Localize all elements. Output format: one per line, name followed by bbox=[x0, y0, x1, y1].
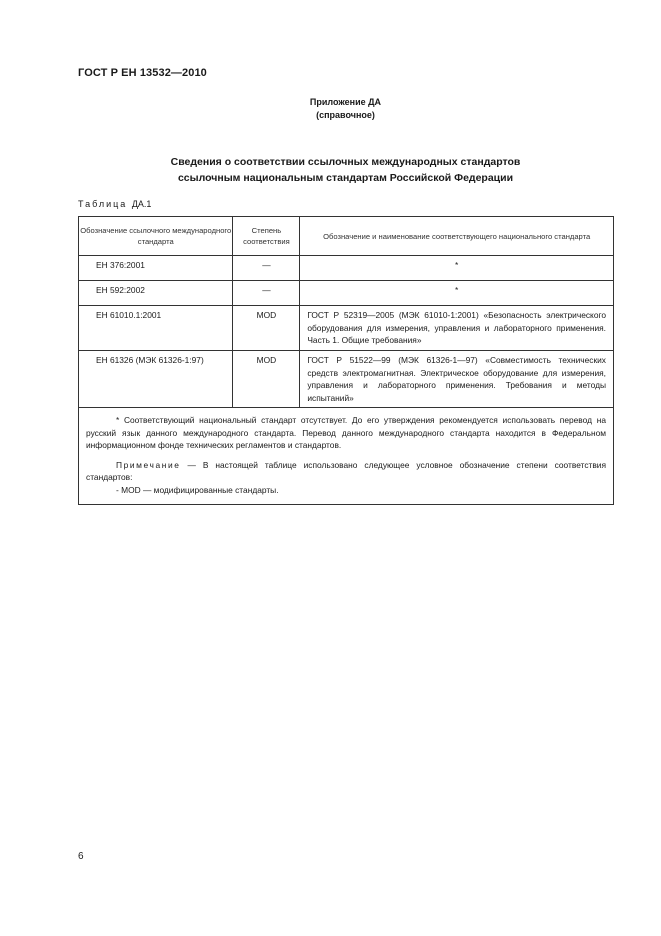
appendix-label: Приложение ДА bbox=[309, 97, 382, 107]
cell-national: ГОСТ Р 51522—99 (МЭК 61326-1—97) «Совместимость технических средств электромагнитная. Электрическое оборудование для измерения, управления и лабораторного применения. Требования и методы испытаний» bbox=[300, 351, 614, 408]
table-caption-number: ДА.1 bbox=[131, 199, 152, 209]
cell-degree: MOD bbox=[233, 306, 300, 351]
note-item: - MOD — модифицированные стандарты. bbox=[116, 484, 279, 495]
cell-ref: ЕН 592:2002 bbox=[79, 281, 233, 306]
table-caption-word: Таблица bbox=[78, 199, 128, 209]
header-ref: Обозначение ссылочного международного стандарта bbox=[79, 217, 233, 256]
header-national: Обозначение и наименование соответствующего национального стандарта bbox=[300, 217, 614, 256]
cell-ref: ЕН 376:2001 bbox=[79, 256, 233, 281]
cell-degree: MOD bbox=[233, 351, 300, 408]
cell-national: * bbox=[300, 281, 614, 306]
table-caption bbox=[78, 199, 151, 209]
cell-national: ГОСТ Р 52319—2005 (МЭК 61010-1:2001) «Безопасность электрического оборудования для измерения, управления и лабораторного применения. Часть 1. Общие требования» bbox=[300, 306, 614, 351]
note-text: — В настоящей таблице использовано следующее условное обозначение степени соответствия стандартов: bbox=[86, 459, 607, 482]
footnote: * Соответствующий национальный стандарт отсутствует. До его утверждения рекомендуется использовать перевод на русский язык данного международного стандарта. Перевод данного международного стандарта находится в Федеральном информационном фонде технических регламентов и стандартов. bbox=[86, 415, 606, 450]
table-notes-row bbox=[79, 408, 614, 505]
cell-ref: ЕН 61326 (МЭК 61326-1:97) bbox=[79, 351, 233, 408]
header-degree: Степень соответствия bbox=[233, 217, 300, 256]
cell-ref: ЕН 61010.1:2001 bbox=[79, 306, 233, 351]
title-line-2: ссылочным национальным стандартам Российской Федерации bbox=[177, 171, 514, 184]
page-title bbox=[0, 155, 661, 186]
appendix-kind: (справочное) bbox=[316, 110, 375, 120]
table-row bbox=[79, 281, 614, 306]
document-code: ГОСТ Р ЕН 13532—2010 bbox=[78, 67, 207, 79]
note-label: Примечание bbox=[116, 459, 181, 470]
table-notes bbox=[79, 408, 614, 505]
note bbox=[86, 459, 606, 484]
cell-degree: — bbox=[233, 256, 300, 281]
standards-table bbox=[78, 216, 614, 505]
table-row bbox=[79, 351, 614, 408]
cell-national: * bbox=[300, 256, 614, 281]
table-row bbox=[79, 306, 614, 351]
page-number: 6 bbox=[78, 851, 84, 862]
table-row bbox=[79, 256, 614, 281]
title-line-1: Сведения о соответствии ссылочных международных стандартов bbox=[170, 156, 521, 168]
cell-degree: — bbox=[233, 281, 300, 306]
appendix-heading bbox=[0, 96, 661, 122]
table-header-row bbox=[79, 217, 614, 256]
